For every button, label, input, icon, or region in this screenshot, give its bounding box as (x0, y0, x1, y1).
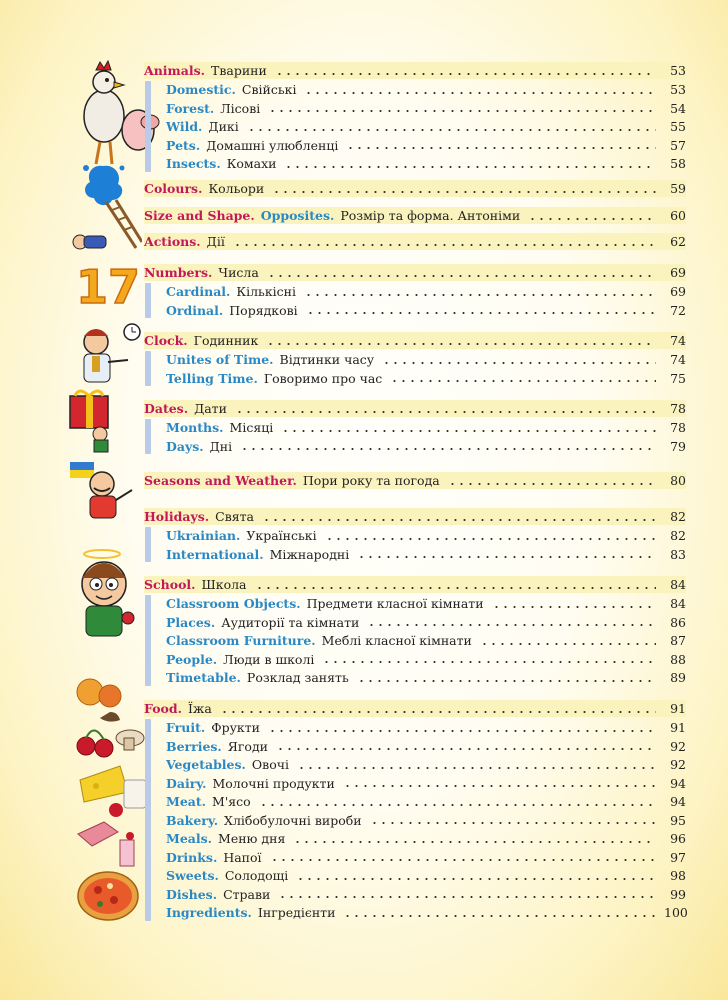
dot-leader (297, 767, 656, 769)
toc-subsection-row[interactable] (158, 419, 686, 436)
section-title-ua: Кольори (208, 181, 265, 196)
dot-leader (304, 92, 656, 94)
page-number: 89 (670, 670, 686, 685)
dot-leader (480, 643, 656, 645)
toc-subsection-row[interactable] (158, 669, 686, 686)
subsection-title-en: Meals. (166, 831, 213, 846)
page-number: 87 (670, 633, 686, 648)
toc-subsection-row[interactable] (158, 719, 686, 736)
page-number: 62 (670, 234, 686, 249)
section-title-ua: Тварини (211, 63, 267, 78)
subsection-bracket (145, 81, 151, 172)
section-title-ua: Дати (194, 401, 227, 416)
subsection-bracket (145, 419, 151, 454)
dot-leader (293, 841, 656, 843)
page-number: 91 (670, 701, 686, 716)
subsection-title-ua: Овочі (251, 757, 289, 772)
toc-section-row[interactable] (144, 233, 686, 250)
section-title-en: Holidays. (144, 509, 210, 524)
page-number: 74 (670, 333, 686, 348)
toc-subsection-row[interactable] (158, 81, 686, 98)
subsection-title-ua: Хлібобулочні вироби (224, 812, 362, 828)
dot-leader (270, 859, 656, 861)
subsection-title-en: Bakery. (166, 812, 219, 828)
section-title-en: Food. (144, 701, 182, 716)
dot-leader (284, 166, 656, 168)
dot-leader (296, 878, 656, 880)
subsection-title-ua: Люди в школі (223, 651, 315, 667)
subsection-title-en: Dishes. (166, 886, 218, 902)
subsection-title-ua: Аудиторії та кімнати (221, 614, 360, 630)
toc-subsection-row[interactable] (158, 438, 686, 455)
subsection-title-en: Dairy. (166, 775, 207, 791)
subsection-title-en: Telling Time. (166, 370, 258, 386)
toc-subsection-row[interactable] (158, 812, 686, 829)
dot-leader (267, 275, 656, 277)
toc-subsection-row[interactable] (158, 155, 686, 172)
section-title-en: School. (144, 577, 196, 592)
subsection-title-ua: Відтинки часу (279, 352, 375, 367)
subsection-title-ua: М'ясо (212, 794, 251, 809)
toc-subsection-row[interactable] (158, 830, 686, 847)
dot-leader (272, 191, 656, 193)
dot-leader (281, 430, 656, 432)
dot-leader (262, 519, 656, 521)
dot-leader (346, 147, 656, 149)
page-number: 69 (670, 265, 686, 280)
toc-subsection-row[interactable] (158, 527, 686, 544)
subsection-title-en: Unites of Time. (166, 352, 274, 367)
toc-subsection-row[interactable] (158, 756, 686, 773)
dot-leader (275, 73, 656, 75)
toc-subsection-row[interactable] (158, 595, 686, 612)
subsection-title-ua: Дні (209, 438, 233, 454)
page-number: 94 (670, 775, 686, 791)
page-number: 60 (670, 208, 686, 223)
section-title-ua: Розмір та форма. Антоніми (340, 208, 521, 223)
subsection-title-en: Berries. (166, 738, 222, 754)
subsection-bracket (145, 719, 151, 921)
subsection-title-ua: Міжнародні (269, 546, 350, 562)
subsection-title-ua: Свійські (241, 82, 297, 97)
subsection-title-en: People. (166, 651, 218, 667)
subsection-bracket (145, 527, 151, 562)
subsection-title-ua: Інгредієнти (257, 905, 336, 920)
subsection-title-en: International. (166, 546, 264, 562)
page-number: 100 (664, 905, 688, 920)
subsection-title-en: Ukrainian. (166, 528, 241, 543)
subsection-title-en: Months. (166, 420, 224, 435)
dot-leader (278, 896, 656, 898)
page-number: 84 (670, 577, 686, 592)
page-number: 75 (670, 370, 686, 386)
toc-section-row[interactable] (144, 700, 686, 717)
subsection-title-en: Days. (166, 438, 204, 454)
subsection-title-ua: Українські (246, 528, 317, 543)
dot-leader (343, 785, 656, 787)
section-title-ua: Школа (201, 577, 247, 592)
subsection-title-en: Timetable. (166, 670, 241, 685)
section-title-ua: Свята (215, 509, 254, 524)
toc-subsection-row[interactable] (158, 137, 686, 154)
dot-leader (306, 312, 656, 314)
toc-section-row[interactable] (144, 62, 686, 79)
toc-subsection-row[interactable] (158, 849, 686, 866)
dot-leader (382, 362, 656, 364)
section-title-en: Size and Shape. (144, 208, 255, 223)
section-title-en-secondary: Opposites. (260, 208, 335, 223)
dot-leader (266, 343, 656, 345)
toc-subsection-row[interactable] (158, 738, 686, 755)
page-number: 59 (670, 181, 686, 196)
section-title-en: Colours. (144, 181, 203, 196)
dot-leader (304, 294, 656, 296)
page-number: 80 (670, 473, 686, 488)
subsection-title-ua: Напої (223, 849, 262, 865)
page-number: 92 (670, 738, 686, 754)
section-title-ua: Годинник (193, 333, 259, 348)
dot-leader (325, 538, 656, 540)
section-title-en: Dates. (144, 401, 189, 416)
toc-subsection-row[interactable] (158, 546, 686, 563)
page-number: 57 (670, 137, 686, 153)
dot-leader (357, 680, 656, 682)
page-number: 91 (670, 720, 686, 735)
subsection-title-ua: Кількісні (236, 284, 296, 299)
subsection-title-en: Classroom Furniture. (166, 633, 316, 648)
page-number: 92 (670, 757, 686, 772)
section-title-ua: Числа (218, 265, 259, 280)
subsection-title-en: Domestic. (166, 82, 236, 97)
page-number: 72 (670, 302, 686, 318)
section-title-en: Seasons and Weather. (144, 473, 297, 488)
subsection-title-en: Cardinal. (166, 284, 231, 299)
dot-leader (390, 380, 656, 382)
page-number: 69 (670, 284, 686, 299)
subsection-title-en: Places. (166, 614, 216, 630)
section-title-en: Numbers. (144, 265, 213, 280)
toc-section-row[interactable] (144, 180, 686, 197)
page-number: 88 (670, 651, 686, 667)
toc-subsection-row[interactable] (158, 370, 686, 387)
page-number: 79 (670, 438, 686, 454)
toc-subsection-row[interactable] (158, 775, 686, 792)
subsection-title-ua: Меню дня (218, 831, 286, 846)
dot-leader (240, 448, 656, 450)
subsection-title-en: Drinks. (166, 849, 218, 865)
dot-leader (259, 804, 656, 806)
dot-leader (357, 556, 656, 558)
toc-section-row[interactable] (144, 508, 686, 525)
section-title-ua: Їжа (187, 701, 212, 716)
subsection-title-en: Sweets. (166, 868, 219, 883)
subsection-title-ua: Меблі класної кімнати (321, 633, 472, 648)
dot-leader (528, 218, 656, 220)
dot-leader (255, 587, 656, 589)
dot-leader (220, 711, 656, 713)
toc-section-row[interactable] (144, 207, 686, 224)
section-title-en: Actions. (144, 234, 201, 249)
toc-section-row[interactable] (144, 472, 686, 489)
page-number: 58 (670, 156, 686, 171)
dot-leader (448, 483, 656, 485)
subsection-title-en: Insects. (166, 156, 221, 171)
page-number: 78 (670, 420, 686, 435)
subsection-title-en: Forest. (166, 100, 215, 116)
page-number: 95 (670, 812, 686, 828)
toc-subsection-row[interactable] (158, 886, 686, 903)
subsection-title-ua: Дикі (208, 119, 239, 134)
toc-subsection-row[interactable] (158, 651, 686, 668)
toc-subsection-row[interactable] (158, 632, 686, 649)
page-number: 97 (670, 849, 686, 865)
dot-leader (343, 915, 656, 917)
subsection-title-ua: Фрукти (211, 720, 260, 735)
toc-subsection-row[interactable] (158, 118, 686, 135)
toc-subsection-row[interactable] (158, 283, 686, 300)
page-number: 82 (670, 528, 686, 543)
subsection-bracket (145, 283, 151, 318)
page-number: 98 (670, 868, 686, 883)
toc-subsection-row[interactable] (158, 614, 686, 631)
subsection-title-ua: Порядкові (229, 302, 298, 318)
dot-leader (492, 606, 656, 608)
subsection-title-ua: Ягоди (227, 738, 268, 754)
toc-section-row[interactable] (144, 400, 686, 417)
subsection-title-ua: Розклад занять (246, 670, 349, 685)
toc-subsection-row[interactable] (158, 904, 686, 921)
toc-section-row[interactable] (144, 576, 686, 593)
toc-section-row[interactable] (144, 332, 686, 349)
dot-leader (268, 110, 656, 112)
toc-subsection-row[interactable] (158, 302, 686, 319)
subsection-title-ua: Молочні продукти (212, 775, 335, 791)
subsection-title-en: Fruit. (166, 720, 206, 735)
section-title-en: Animals. (144, 63, 205, 78)
subsection-title-en: Ordinal. (166, 302, 224, 318)
subsection-title-ua: Страви (223, 886, 271, 902)
dot-leader (235, 411, 656, 413)
dot-leader (367, 624, 656, 626)
subsection-title-en: Pets. (166, 137, 201, 153)
page-number: 94 (670, 794, 686, 809)
subsection-title-en: Meat. (166, 794, 207, 809)
subsection-title-ua: Домашні улюбленці (206, 137, 339, 153)
page-number: 53 (670, 82, 686, 97)
subsection-title-ua: Місяці (229, 420, 274, 435)
subsection-bracket (145, 351, 151, 386)
page-number: 99 (670, 886, 686, 902)
section-title-ua: Пори року та погода (302, 473, 440, 488)
subsection-title-en: Ingredients. (166, 905, 252, 920)
page-number: 74 (670, 352, 686, 367)
toc-section-row[interactable] (144, 264, 686, 281)
dot-leader (247, 129, 656, 131)
dot-leader (233, 244, 656, 246)
number-seventeen: 17 (76, 260, 141, 314)
dot-leader (276, 748, 656, 750)
subsection-title-ua: Лісові (220, 100, 261, 116)
subsection-title-en: Vegetables. (166, 757, 246, 772)
toc-subsection-row[interactable] (158, 867, 686, 884)
dot-leader (268, 730, 656, 732)
page-number: 84 (670, 596, 686, 611)
page-number: 54 (670, 100, 686, 116)
section-title-en: Clock. (144, 333, 188, 348)
page-number: 83 (670, 546, 686, 562)
subsection-bracket (145, 595, 151, 686)
page-number: 86 (670, 614, 686, 630)
subsection-title-ua: Комахи (226, 156, 277, 171)
toc-subsection-row[interactable] (158, 100, 686, 117)
subsection-title-ua: Говоримо про час (263, 370, 383, 386)
toc-subsection-row[interactable] (158, 351, 686, 368)
subsection-title-ua: Солодощі (224, 868, 289, 883)
subsection-title-en: Classroom Objects. (166, 596, 301, 611)
section-title-ua: Дії (206, 234, 225, 249)
toc-subsection-row[interactable] (158, 793, 686, 810)
page-number: 82 (670, 509, 686, 524)
subsection-title-ua: Предмети класної кімнати (306, 596, 484, 611)
page-number: 53 (670, 63, 686, 78)
subsection-title-en: Wild. (166, 119, 203, 134)
page-number: 96 (670, 831, 686, 846)
dot-leader (322, 661, 656, 663)
dot-leader (370, 822, 656, 824)
page-number: 78 (670, 401, 686, 416)
page-number: 55 (670, 119, 686, 134)
